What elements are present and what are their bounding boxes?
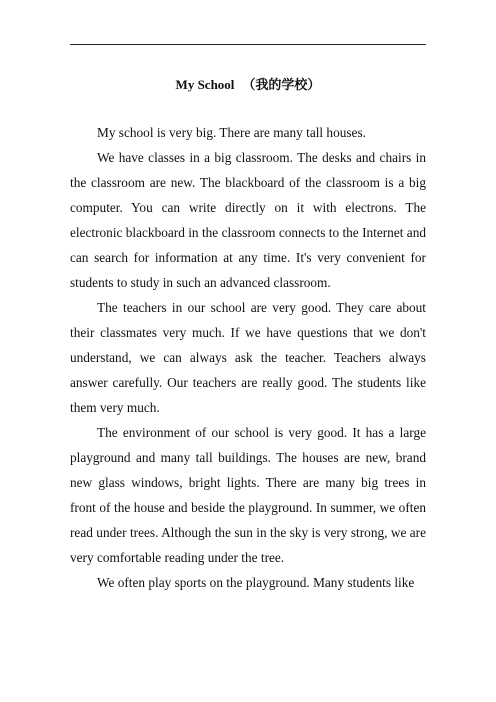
page-title bbox=[70, 74, 426, 96]
paragraph: My school is very big. There are many tall houses. bbox=[97, 125, 366, 140]
paragraph: The environment of our school is very good. It has a large playground and many tall buildings. The houses are new, brand new glass windows, bright lights. There are many big trees in front of the house and beside the playground. In summer, we often read under trees. Although the sun in the sky is very strong, we are very comfortable reading under the tree. bbox=[70, 425, 426, 565]
document-body bbox=[70, 120, 426, 595]
paragraph: We have classes in a big classroom. The desks and chairs in the classroom are new. The blackboard of the classroom is a big computer. You can write directly on it with electrons. The electronic blackboard in the classroom connects to the Internet and can search for information at any time. It's very convenient for students to study in such an advanced classroom. bbox=[70, 150, 426, 290]
paragraph: We often play sports on the playground. Many students like bbox=[97, 575, 415, 590]
header-rule bbox=[70, 44, 426, 45]
title-chinese: （我的学校） bbox=[242, 77, 321, 92]
paragraph: The teachers in our school are very good. They care about their classmates very much. If we have questions that we don't understand, we can always ask the teacher. Teachers always answer carefully. Our teachers are really good. The students like them very much. bbox=[70, 300, 426, 415]
title-english: My School bbox=[175, 77, 235, 92]
